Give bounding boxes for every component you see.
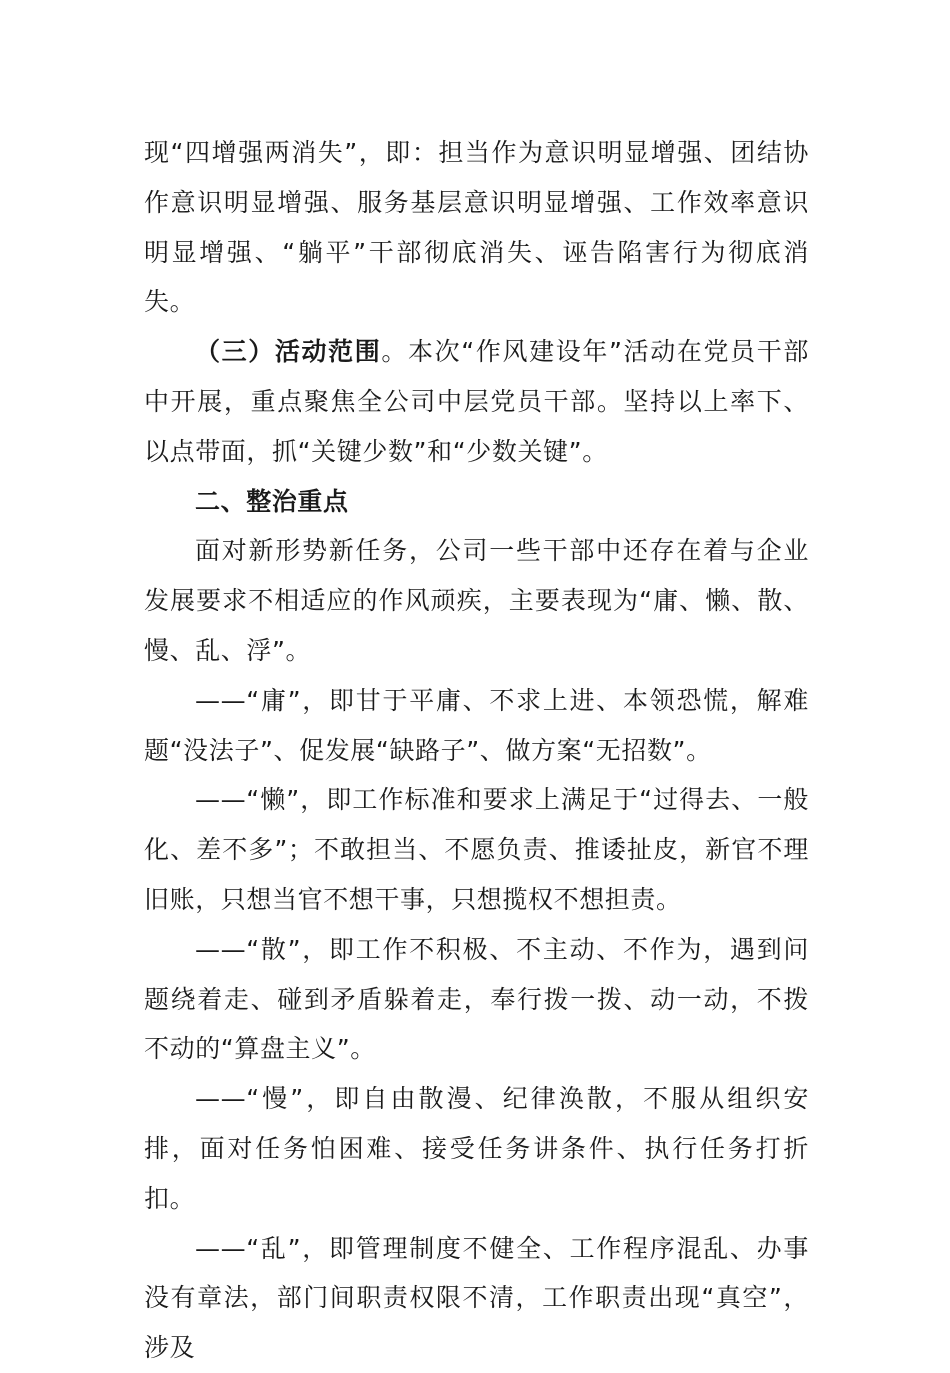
paragraph-text: 。本次“作风建设年”活动在党员干部中开展，重点聚焦全公司中层党员干部。坚持以上率下、以点带面，抓“关键少数”和“少数关键”。: [144, 337, 810, 466]
paragraph-text: 现“四增强两消失”，即：担当作为意识明显增强、团结协作意识明显增强、服务基层意识明显增强、工作效率意识明显增强、“躺平”干部彻底消失、诬告陷害行为彻底消失。: [144, 138, 809, 317]
document-body: [144, 128, 809, 1373]
paragraph-text: 面对新形势新任务，公司一些干部中还存在着与企业发展要求不相适应的作风顽疾，主要表现为“庸、懒、散、慢、乱、浮”。: [144, 536, 809, 665]
section-heading-activity-scope: （三）活动范围: [195, 337, 382, 367]
paragraph-text: ——“散”，即工作不积极、不主动、不作为，遇到问题绕着走、碰到矛盾躲着走，奉行拨一拨、动一动，不拨不动的“算盘主义”。: [144, 934, 809, 1064]
paragraph-text: ——“乱”，即管理制度不健全、工作程序混乱、办事没有章法，部门间职责权限不清，工作职责出现“真空”，涉及: [144, 1233, 809, 1363]
paragraph-text: ——“庸”，即甘于平庸、不求上进、本领恐慌，解难题“没法子”、促发展“缺路子”、做方案“无招数”。: [144, 685, 809, 765]
paragraph-slowness: [144, 1074, 809, 1223]
paragraph-new-situation: [144, 526, 809, 675]
paragraph-text: ——“慢”，即自由散漫、纪律涣散，不服从组织安排，面对任务怕困难、接受任务讲条件、执行任务打折扣。: [144, 1084, 809, 1213]
paragraph-text: ——“懒”，即工作标准和要求上满足于“过得去、一般化、差不多”；不敢担当、不愿负责、推诿扯皮，新官不理旧账，只想当官不想干事，只想揽权不想担责。: [144, 785, 809, 914]
section-heading-rectification-focus: [144, 477, 809, 527]
paragraph-laxity: [144, 925, 809, 1074]
heading-text: 二、整治重点: [195, 486, 349, 516]
paragraph-mediocrity: [144, 676, 809, 776]
paragraph-laziness: [144, 775, 809, 924]
paragraph-disorder: [144, 1224, 809, 1373]
paragraph-four-strengthen-two-eliminate: [144, 128, 809, 327]
paragraph-activity-scope: [144, 327, 809, 476]
